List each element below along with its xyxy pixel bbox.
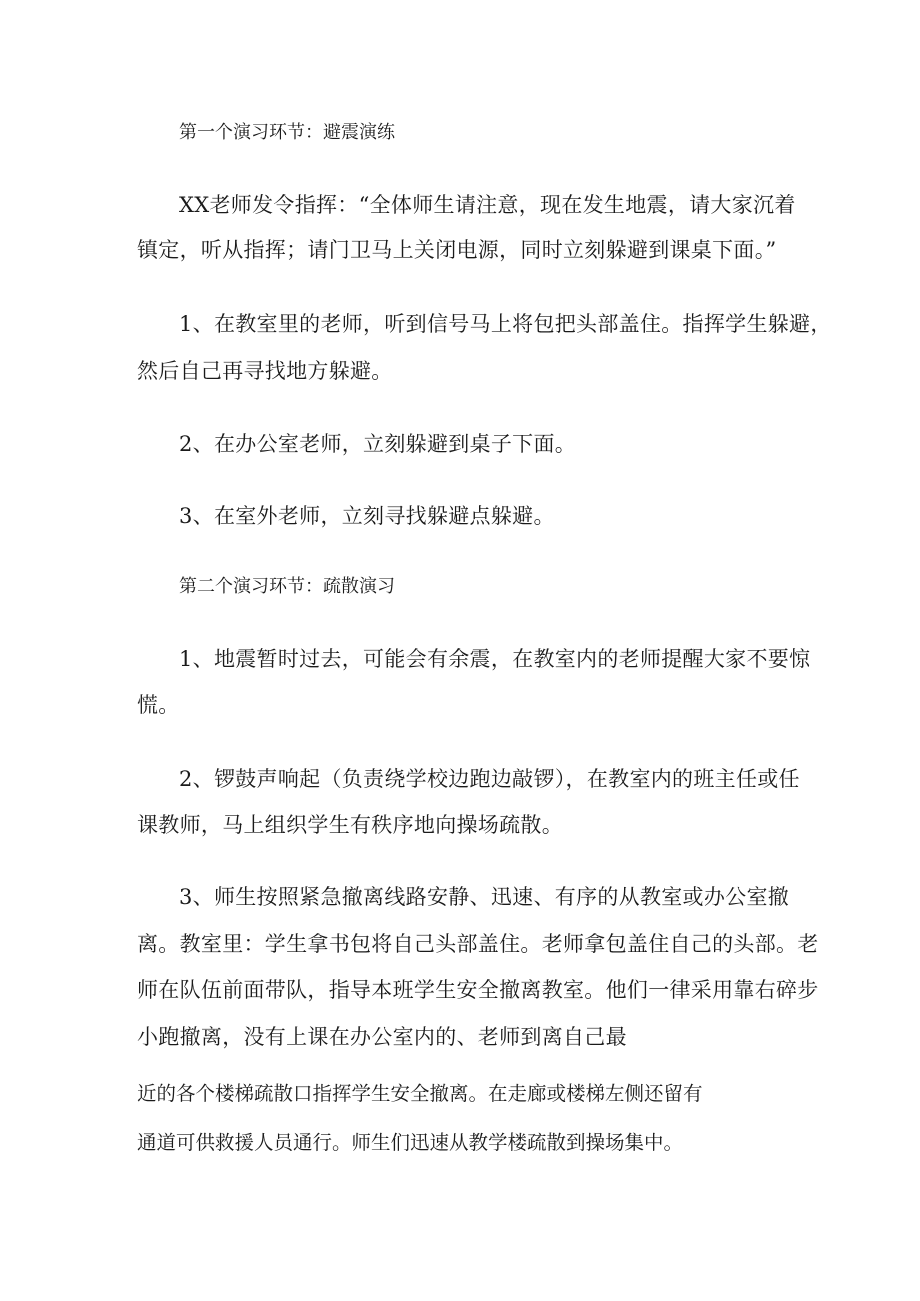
- s2-item3-line-1: 3、师生按照紧急撤离线路安静、迅速、有序的从教室或办公室撤: [179, 885, 790, 909]
- s2-item3-line-4: 小跑撤离，没有上课在办公室内的、老师到离自己最: [137, 1025, 627, 1049]
- s2-item1-line-2: 慌。: [137, 693, 180, 717]
- s2-item2-line-2: 课教师，马上组织学生有秩序地向操场疏散。: [137, 813, 563, 837]
- s1-item2: 2、在办公室老师，立刻躲避到桌子下面。: [179, 432, 577, 456]
- s2-item1-line-1: 1、地震暂时过去，可能会有余震，在教室内的老师提醒大家不要惊: [179, 647, 811, 671]
- s1-item1-line-2: 然后自己再寻找地方躲避。: [137, 359, 393, 383]
- section2-heading: 第二个演习环节：疏散演习: [179, 576, 395, 597]
- s2-item3-line-5: 近的各个楼梯疏散口指挥学生安全撤离。在走廊或楼梯左侧还留有: [137, 1082, 703, 1105]
- command-line-2: 镇定，听从指挥；请门卫马上关闭电源，同时立刻躲避到课桌下面。”: [137, 238, 777, 262]
- command-line-1: XX老师发令指挥：“全体师生请注意，现在发生地震，请大家沉着: [179, 193, 796, 217]
- s1-item1-line-1: 1、在教室里的老师，听到信号马上将包把头部盖住。指挥学生躲避，: [179, 312, 832, 336]
- s2-item3-line-6: 通道可供救援人员通行。师生们迅速从教学楼疏散到操场集中。: [137, 1131, 684, 1154]
- s1-item3: 3、在室外老师，立刻寻找躲避点躲避。: [179, 504, 555, 528]
- s2-item3-line-3: 师在队伍前面带队，指导本班学生安全撤离教室。他们一律采用靠右碎步: [137, 978, 819, 1002]
- s2-item2-line-1: 2、锣鼓声响起（负责绕学校边跑边敲锣），在教室内的班主任或任: [179, 767, 800, 791]
- s2-item3-line-2: 离。教室里：学生拿书包将自己头部盖住。老师拿包盖住自己的头部。老: [137, 932, 819, 956]
- section1-heading: 第一个演习环节：避震演练: [179, 122, 395, 143]
